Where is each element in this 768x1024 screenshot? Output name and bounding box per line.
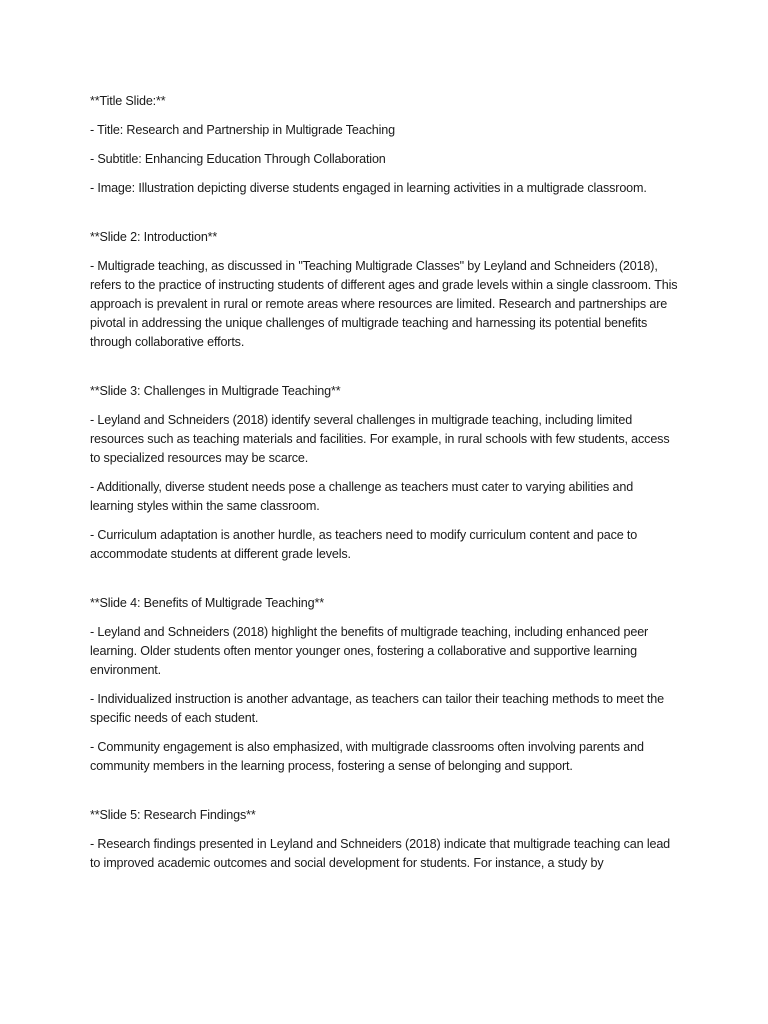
- bullet-item: - Leyland and Schneiders (2018) identify several challenges in multigrade teaching, including limited resources such as teaching materials and facilities. For example, in rural schools with few students, access to specialized resources may be scarce.: [90, 413, 670, 465]
- bullet-item: - Research findings presented in Leyland and Schneiders (2018) indicate that multigrade teaching can lead to improved academic outcomes and social development for students. For instance, a study by: [90, 837, 671, 870]
- section-introduction: [90, 228, 680, 352]
- section-title-slide: [90, 92, 680, 198]
- section-heading: **Slide 4: Benefits of Multigrade Teaching**: [90, 596, 324, 610]
- bullet-item: - Subtitle: Enhancing Education Through Collaboration: [90, 152, 386, 166]
- bullet-item: - Community engagement is also emphasized, with multigrade classrooms often involving parents and community members in the learning process, fostering a sense of belonging and support.: [90, 740, 644, 773]
- section-heading: **Slide 5: Research Findings**: [90, 808, 256, 822]
- section-heading: **Slide 3: Challenges in Multigrade Teaching**: [90, 384, 341, 398]
- bullet-item: - Image: Illustration depicting diverse students engaged in learning activities in a multigrade classroom.: [90, 181, 647, 195]
- document-page: [90, 92, 680, 903]
- bullet-item: - Additionally, diverse student needs pose a challenge as teachers must cater to varying abilities and learning styles within the same classroom.: [90, 480, 634, 513]
- section-research-findings: [90, 806, 680, 873]
- bullet-item: - Multigrade teaching, as discussed in "Teaching Multigrade Classes" by Leyland and Schneiders (2018), refers to the practice of instructing students of different ages and grade levels within a single classroom. This approach is prevalent in rural or remote areas where resources are limited. Research and partnerships are pivotal in addressing the unique challenges of multigrade teaching and harnessing its potential benefits through collaborative efforts.: [90, 259, 678, 349]
- section-heading: **Title Slide:**: [90, 94, 166, 108]
- bullet-item: - Individualized instruction is another advantage, as teachers can tailor their teaching methods to meet the specific needs of each student.: [90, 692, 664, 725]
- section-heading: **Slide 2: Introduction**: [90, 230, 218, 244]
- section-benefits: [90, 594, 680, 776]
- bullet-item: - Leyland and Schneiders (2018) highlight the benefits of multigrade teaching, including enhanced peer learning. Older students often mentor younger ones, fostering a collaborative and supportive learning environment.: [90, 625, 649, 677]
- bullet-item: - Curriculum adaptation is another hurdle, as teachers need to modify curriculum content and pace to accommodate students at different grade levels.: [90, 528, 638, 561]
- bullet-item: - Title: Research and Partnership in Multigrade Teaching: [90, 123, 395, 137]
- section-challenges: [90, 382, 680, 564]
